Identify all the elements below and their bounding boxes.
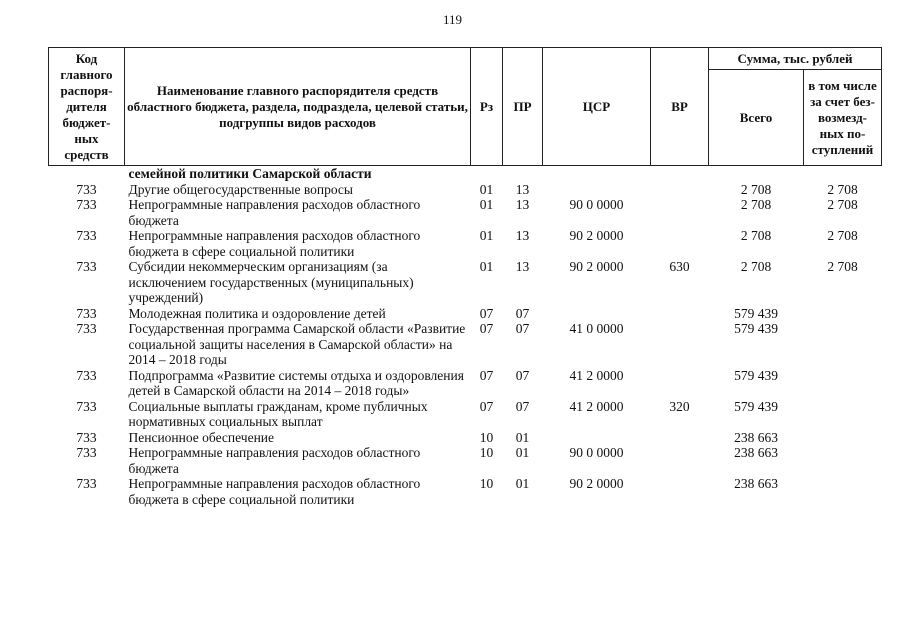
cell-name: Пенсионное обеспечение [128, 429, 275, 445]
cell-csr: 90 2 0000 [569, 228, 624, 243]
cell-total: 2 708 [740, 197, 772, 212]
cell-pr: 13 [515, 197, 530, 212]
cell-pr: 01 [515, 476, 530, 491]
cell-csr: 90 2 0000 [569, 476, 624, 491]
cell-vr [651, 306, 709, 322]
cell-code: 733 [76, 476, 97, 491]
cell-total: 238 663 [734, 476, 778, 491]
table-row [49, 259, 882, 306]
cell-vr [651, 182, 709, 198]
cell-code: 733 [76, 305, 97, 321]
table-row [49, 368, 882, 399]
cell-rz: 07 [479, 367, 494, 383]
cell-total: 579 439 [734, 321, 778, 336]
cell-total: 579 439 [734, 305, 778, 321]
table-row [49, 197, 882, 228]
cell-total: 579 439 [734, 367, 778, 383]
cell-csr: 90 0 0000 [569, 445, 624, 460]
cell-total: 238 663 [734, 445, 778, 460]
cell-code: 733 [76, 367, 97, 383]
cell-vr [651, 445, 709, 476]
cell-rz: 10 [479, 476, 494, 491]
cell-pr: 13 [515, 259, 530, 274]
cell-name: Подпрограмма «Развитие системы отдыха и оздоровления детей в Самарской области на 2014 – 2018 годы» [128, 367, 464, 398]
cell-rz: 01 [479, 228, 494, 243]
cell-vr [651, 228, 709, 259]
cell-pr: 07 [515, 398, 530, 414]
cell-total: 238 663 [734, 429, 778, 445]
header-code: Код главного распоря-дителя бюджет-ных средств [49, 48, 125, 166]
page-number: 119 [442, 12, 463, 27]
cell-code: 733 [76, 445, 97, 460]
continuation-text: семейной политики Самарской области [128, 166, 372, 181]
cell-rz: 01 [479, 197, 494, 212]
cell-csr: 41 2 0000 [569, 367, 624, 383]
cell-name: Непрограммные направления расходов областного бюджета в сфере социальной политики [128, 476, 421, 507]
cell-pr: 01 [515, 429, 530, 445]
cell-pr: 07 [515, 305, 530, 321]
table-row [49, 306, 882, 322]
cell-name: Непрограммные направления расходов областного бюджета [128, 197, 421, 228]
cell-incl [804, 445, 882, 476]
cell-rz: 07 [479, 321, 494, 336]
cell-csr [543, 306, 651, 322]
cell-vr [651, 321, 709, 368]
cell-csr: 90 0 0000 [569, 197, 624, 212]
table-row [49, 476, 882, 507]
cell-code: 733 [76, 259, 97, 274]
cell-vr [651, 476, 709, 507]
cell-name: Непрограммные направления расходов областного бюджета в сфере социальной политики [128, 228, 421, 259]
cell-pr: 07 [515, 321, 530, 336]
header-vr: ВР [651, 48, 709, 166]
table-row [49, 445, 882, 476]
table-row [49, 228, 882, 259]
cell-csr: 41 2 0000 [569, 398, 624, 414]
cell-incl [804, 476, 882, 507]
table-body [49, 166, 882, 508]
budget-table [48, 47, 882, 507]
cell-vr [651, 430, 709, 446]
cell-total: 579 439 [734, 398, 778, 414]
cell-rz: 01 [479, 181, 494, 197]
cell-code: 733 [76, 429, 97, 445]
cell-vr [651, 197, 709, 228]
cell-total: 2 708 [740, 181, 772, 197]
cell-rz: 10 [479, 445, 494, 460]
cell-incl [804, 430, 882, 446]
header-csr: ЦСР [543, 48, 651, 166]
header-sum-group: Сумма, тыс. рублей [709, 48, 882, 70]
cell-pr: 13 [515, 228, 530, 243]
cell-name: Непрограммные направления расходов областного бюджета [128, 445, 421, 476]
cell-csr: 90 2 0000 [569, 259, 624, 274]
cell-vr [651, 368, 709, 399]
cell-total: 2 708 [740, 259, 772, 274]
header-rz: Рз [471, 48, 503, 166]
cell-incl [804, 399, 882, 430]
table-header [49, 48, 882, 166]
table-row [49, 430, 882, 446]
cell-vr: 320 [669, 398, 690, 414]
cell-incl: 2 708 [827, 181, 858, 197]
cell-code: 733 [76, 321, 97, 336]
cell-incl [804, 306, 882, 322]
table-row [49, 182, 882, 198]
cell-rz: 10 [479, 429, 494, 445]
cell-name: Молодежная политика и оздоровление детей [128, 305, 386, 321]
cell-code: 733 [76, 181, 97, 197]
cell-rz: 01 [479, 259, 494, 274]
cell-pr: 07 [515, 367, 530, 383]
cell-rz: 07 [479, 398, 494, 414]
header-name: Наименование главного распорядителя средств областного бюджета, раздела, подраздела, целевой статьи, подгруппы видов расходов [125, 48, 471, 166]
cell-csr [543, 182, 651, 198]
header-total: Всего [709, 70, 804, 166]
cell-name: Субсидии некоммерческим организациям (за исключением государственных (муниципальных) учреждений) [128, 259, 414, 305]
cell-incl [804, 321, 882, 368]
cell-incl: 2 708 [827, 259, 858, 274]
table-row [49, 321, 882, 368]
table-row [49, 399, 882, 430]
continuation-row [49, 166, 882, 182]
cell-incl [804, 368, 882, 399]
cell-incl: 2 708 [827, 228, 858, 243]
cell-name: Другие общегосударственные вопросы [128, 181, 353, 197]
cell-code: 733 [76, 197, 97, 212]
cell-code: 733 [76, 398, 97, 414]
cell-csr [543, 430, 651, 446]
cell-csr: 41 0 0000 [569, 321, 624, 336]
cell-name: Социальные выплаты гражданам, кроме публичных нормативных социальных выплат [128, 398, 428, 429]
cell-pr: 13 [515, 181, 530, 197]
cell-incl: 2 708 [827, 197, 858, 212]
cell-rz: 07 [479, 305, 494, 321]
cell-vr: 630 [669, 259, 690, 274]
cell-total: 2 708 [740, 228, 772, 243]
cell-pr: 01 [515, 445, 530, 460]
cell-code: 733 [76, 228, 97, 243]
header-pr: ПР [503, 48, 543, 166]
header-incl: в том числе за счет без-возмезд-ных по-ступлений [804, 70, 882, 166]
cell-name: Государственная программа Самарской области «Развитие социальной защиты населения в Самарской области» на 2014 – 2018 годы [128, 321, 466, 367]
